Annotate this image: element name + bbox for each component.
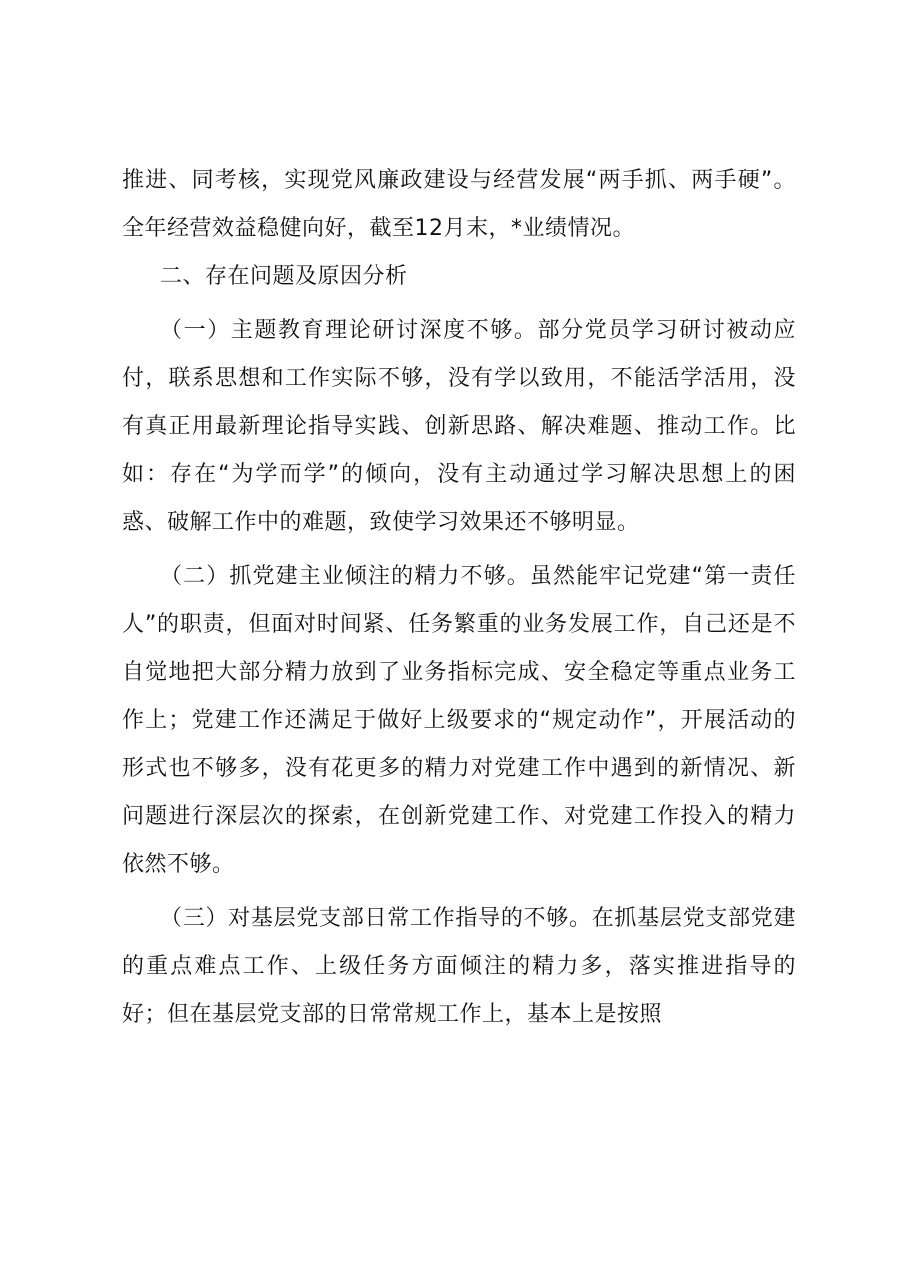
document-body [122,157,796,1039]
paragraph-issue-3: （三）对基层党支部日常工作指导的不够。在抓基层党支部党建的重点难点工作、上级任务方面倾注的精力多，落实推进指导的好；但在基层党支部的日常常规工作上，基本上是按照 [122,906,796,1027]
paragraph-issue-1: （一）主题教育理论研讨深度不够。部分党员学习研讨被动应付，联系思想和工作实际不够，没有学以致用，不能活学活用，没有真正用最新理论指导实践、创新思路、解决难题、推动工作。比如：存在“为学而学”的倾向，没有主动通过学习解决思想上的困惑、破解工作中的难题，致使学习效果还不够明显。 [122,318,796,535]
paragraph-issue-2: （二）抓党建主业倾注的精力不够。虽然能牢记党建“第一责任人”的职责，但面对时间紧、任务繁重的业务发展工作，自己还是不自觉地把大部分精力放到了业务指标完成、安全稳定等重点业务工作上；党建工作还满足于做好上级要求的“规定动作”，开展活动的形式也不够多，没有花更多的精力对党建工作中遇到的新情况、新问题进行深层次的探索，在创新党建工作、对党建工作投入的精力依然不够。 [122,564,796,877]
section-heading: 二、存在问题及原因分析 [160,264,408,289]
paragraph-continuation: 推进、同考核，实现党风廉政建设与经营发展“两手抓、两手硬”。全年经营效益稳健向好，截至12月末，*业绩情况。 [122,168,796,241]
